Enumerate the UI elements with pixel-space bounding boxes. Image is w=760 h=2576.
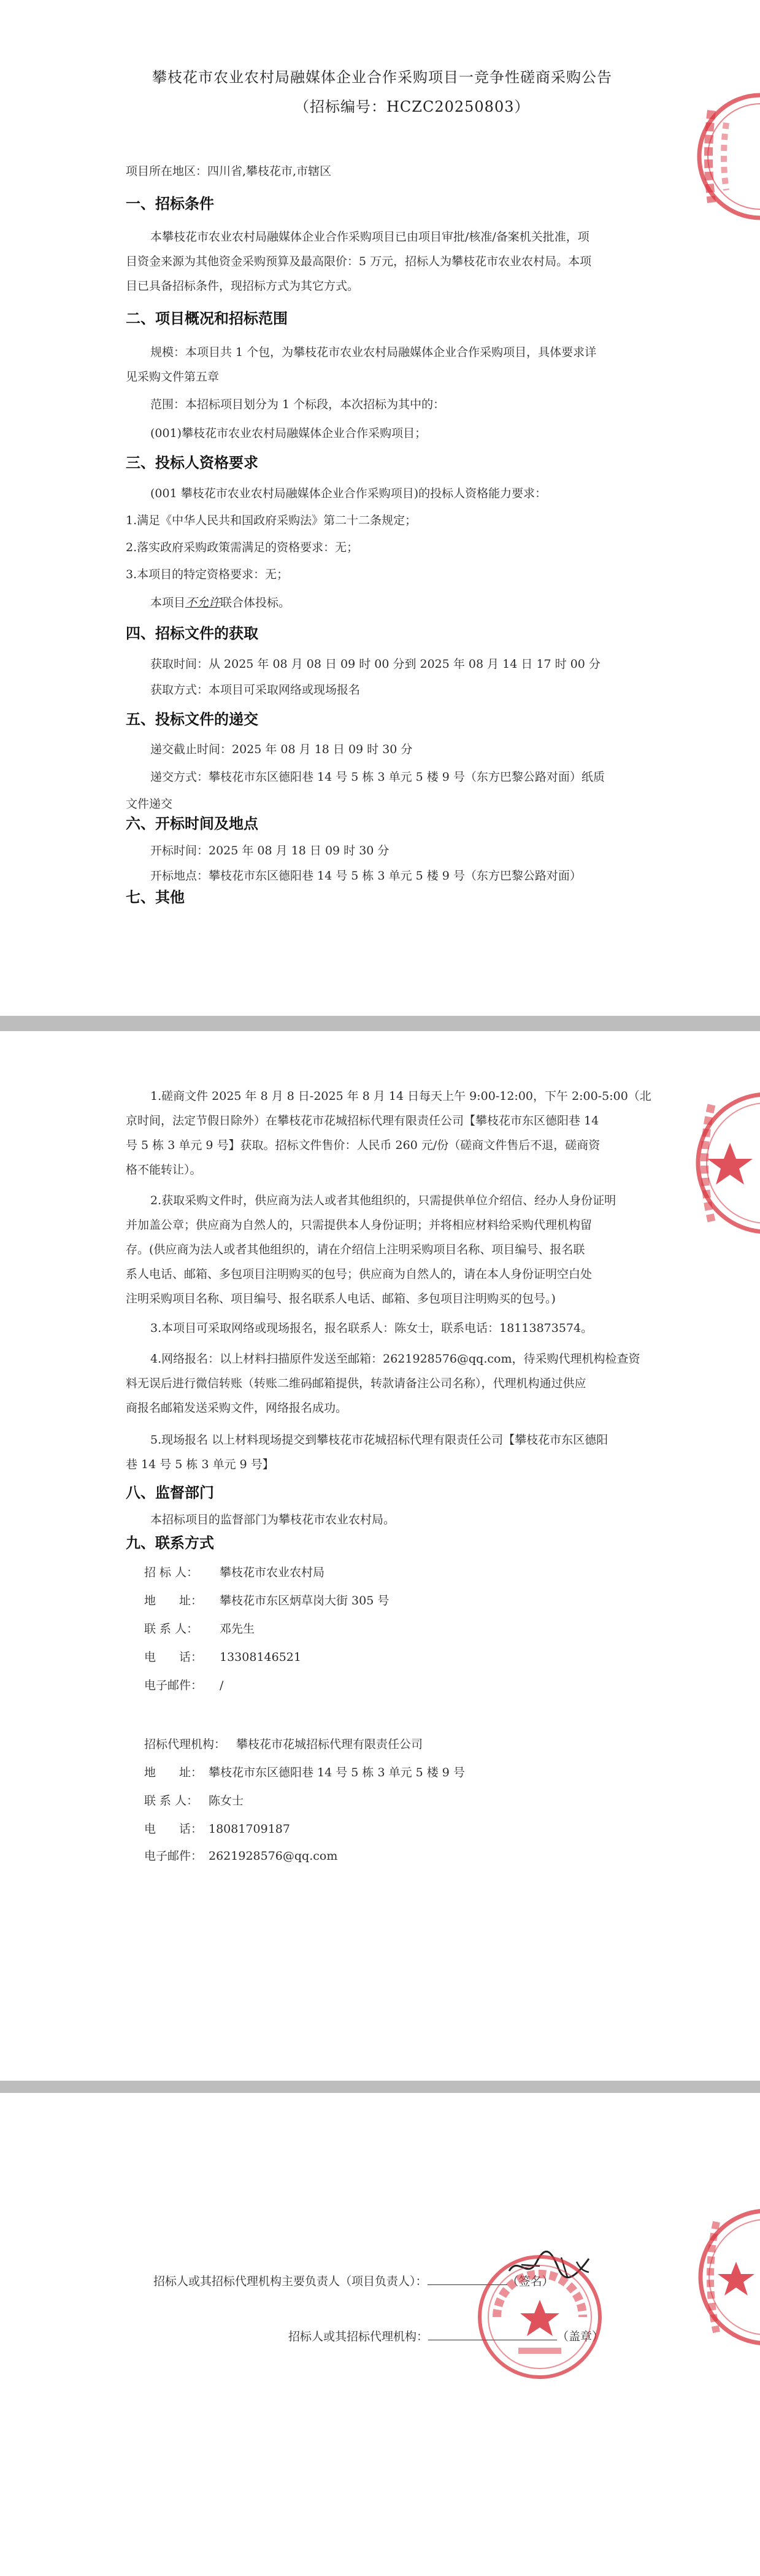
paragraph-line: 3.本项目的特定资格要求：无； <box>126 568 289 581</box>
paragraph-line: 4.网络报名：以上材料扫描原件发送至邮箱：2621928576@qq.com，待采购代理机构检查资 <box>150 1352 640 1366</box>
official-seal-stamp <box>687 86 760 227</box>
section-heading-5: 五、投标文件的递交 <box>126 711 258 728</box>
agency-email: 2621928576@qq.com <box>209 1849 338 1863</box>
agency-address-label: 地 址： <box>144 1766 203 1779</box>
section-heading-2: 二、项目概况和招标范围 <box>126 310 288 327</box>
paragraph-line: 5.现场报名 以上材料现场提交到攀枝花市花城招标代理有限责任公司【攀枝花市东区德阳 <box>150 1433 608 1447</box>
section-heading-7: 七、其他 <box>126 889 185 906</box>
paragraph-line: 格不能转让）。 <box>126 1163 202 1177</box>
tenderer-contact: 邓先生 <box>220 1622 255 1636</box>
paragraph-line: 递交方式：攀枝花市东区德阳巷 14 号 5 栋 3 单元 5 楼 9 号（东方巴黎公路对面）纸质 <box>150 770 605 784</box>
agency-name: 攀枝花市花城招标代理有限责任公司 <box>236 1738 423 1751</box>
agency-contact-label: 联 系 人： <box>144 1794 199 1808</box>
tenderer-address: 攀枝花市东区炳草岗大街 305 号 <box>220 1594 390 1607</box>
emphasis-not-allowed: 不允许 <box>185 596 221 609</box>
paragraph-line: 开标地点：攀枝花市东区德阳巷 14 号 5 栋 3 单元 5 楼 9 号（东方巴黎公路对面） <box>150 869 582 883</box>
tenderer-phone-label: 电 话： <box>144 1650 203 1664</box>
tenderer-contact-label: 联 系 人： <box>144 1622 199 1636</box>
paragraph-line: 递交截止时间：2025 年 08 月 18 日 09 时 30 分 <box>150 743 413 756</box>
paragraph-line: 系人电话、邮箱、多包项目注明购买的包号；供应商为自然人的，请在本人身份证明空白处 <box>126 1267 593 1281</box>
paragraph-line: 存。(供应商为法人或者其他组织的，请在介绍信上注明采购项目名称、项目编号、报名联 <box>126 1243 585 1256</box>
paragraph-line: 本攀枝花市农业农村局融媒体企业合作采购项目已由项目审批/核准/备案机关批准，项 <box>150 230 589 244</box>
section-heading-3: 三、投标人资格要求 <box>126 454 258 471</box>
paragraph-line: 巷 14 号 5 栋 3 单元 9 号】 <box>126 1458 274 1471</box>
page-2 <box>0 1031 760 2081</box>
page-title: 攀枝花市农业农村局融媒体企业合作采购项目一竞争性磋商采购公告 <box>152 69 612 86</box>
paragraph-line: 文件递交 <box>126 797 173 811</box>
tenderer-phone: 13308146521 <box>220 1650 301 1664</box>
paragraph-line: 3.本项目可采取网络或现场报名，报名联系人：陈女士，联系电话：18113873574。 <box>150 1321 593 1335</box>
paragraph-line: 号 5 栋 3 单元 9 号】获取。招标文件售价：人民币 260 元/份（磋商文件售后不退，磋商资 <box>126 1139 601 1152</box>
joint-venture-note <box>150 594 290 611</box>
paragraph-line: (001 攀枝花市农业农村局融媒体企业合作采购项目)的投标人资格能力要求： <box>150 487 547 500</box>
agency-phone: 18081709187 <box>209 1822 290 1836</box>
paragraph-line: 料无误后进行微信转账（转账二维码邮箱提供，转款请备注公司名称），代理机构通过供应 <box>126 1377 586 1390</box>
page-3 <box>0 2093 760 2576</box>
official-seal-stamp <box>684 1086 760 1240</box>
agency-contact: 陈女士 <box>209 1794 244 1808</box>
project-location: 项目所在地区：四川省,攀枝花市,市辖区 <box>126 164 332 178</box>
paragraph-line: 本招标项目的监督部门为攀枝花市农业农村局。 <box>150 1513 396 1526</box>
signature-label: 招标人或其招标代理机构主要负责人（项目负责人）： <box>153 2275 428 2288</box>
paragraph-line: 开标时间：2025 年 08 月 18 日 09 时 30 分 <box>150 844 390 857</box>
paragraph-line: 目资金来源为其他资金采购预算及最高限价：5 万元，招标人为攀枝花市农业农村局。本项 <box>126 255 592 268</box>
paragraph-line: 商报名邮箱发送采购文件，网络报名成功。 <box>126 1401 348 1415</box>
section-heading-4: 四、招标文件的获取 <box>126 625 258 642</box>
page-1 <box>0 0 760 1016</box>
paragraph-line: 1.满足《中华人民共和国政府采购法》第二十二条规定； <box>126 514 417 527</box>
paragraph-line: 目已具备招标条件，现招标方式为其它方式。 <box>126 279 359 293</box>
section-heading-8: 八、监督部门 <box>126 1484 214 1501</box>
tenderer-address-label: 地 址： <box>144 1594 203 1607</box>
paragraph-line: 见采购文件第五章 <box>126 370 220 384</box>
tenderer-name-label: 招 标 人： <box>144 1566 199 1579</box>
section-heading-6: 六、开标时间及地点 <box>126 815 258 832</box>
paragraph-line: 规模：本项目共 1 个包，为攀枝花市农业农村局融媒体企业合作采购项目，具体要求详 <box>150 346 597 359</box>
paragraph-line: (001)攀枝花市农业农村局融媒体企业合作采购项目； <box>150 427 427 440</box>
agency-email-label: 电子邮件： <box>144 1849 203 1863</box>
agency-phone-label: 电 话： <box>144 1822 203 1836</box>
paragraph-line: 2.落实政府采购政策需满足的资格要求：无； <box>126 541 359 554</box>
text-run: 联合体投标。 <box>220 596 291 609</box>
seal-label: 招标人或其招标代理机构： <box>288 2330 429 2343</box>
official-seal-stamp <box>693 2203 760 2351</box>
text-run: 本项目 <box>150 596 186 609</box>
official-seal-stamp <box>472 2249 607 2385</box>
section-heading-1: 一、招标条件 <box>126 195 214 212</box>
tenderer-email: / <box>220 1679 224 1692</box>
paragraph-line: 并加盖公章；供应商为自然人的，只需提供本人身份证明；并将相应材料给采购代理机构留 <box>126 1218 593 1232</box>
tenderer-email-label: 电子邮件： <box>144 1679 203 1692</box>
agency-address: 攀枝花市东区德阳巷 14 号 5 栋 3 单元 5 楼 9 号 <box>209 1766 465 1779</box>
section-heading-9: 九、联系方式 <box>126 1534 214 1552</box>
paragraph-line: 范围：本招标项目划分为 1 个标段，本次招标为其中的： <box>150 398 445 411</box>
tender-code: （招标编号：HCZC20250803） <box>294 98 530 115</box>
paragraph-line: 2.获取采购文件时，供应商为法人或者其他组织的，只需提供单位介绍信、经办人身份证明 <box>150 1194 616 1207</box>
paragraph-line: 1.磋商文件 2025 年 8 月 8 日-2025 年 8 月 14 日每天上午 9:00-12:00，下午 2:00-5:00（北 <box>150 1089 651 1103</box>
seal-suffix: （盖章） <box>557 2330 604 2343</box>
paragraph-line: 注明采购项目名称、项目编号、报名联系人电话、邮箱、多包项目注明购买的包号。) <box>126 1292 556 1305</box>
paragraph-line: 获取方式：本项目可采取网络或现场报名 <box>150 683 361 697</box>
paragraph-line: 京时间，法定节假日除外）在攀枝花市花城招标代理有限责任公司【攀枝花市东区德阳巷 14 <box>126 1114 599 1127</box>
agency-name-label: 招标代理机构： <box>144 1738 226 1751</box>
tenderer-name: 攀枝花市农业农村局 <box>220 1566 325 1579</box>
signature-suffix: （签名） <box>507 2275 554 2288</box>
paragraph-line: 获取时间：从 2025 年 08 月 08 日 09 时 00 分到 2025 年 08 月 14 日 17 时 00 分 <box>150 657 601 671</box>
